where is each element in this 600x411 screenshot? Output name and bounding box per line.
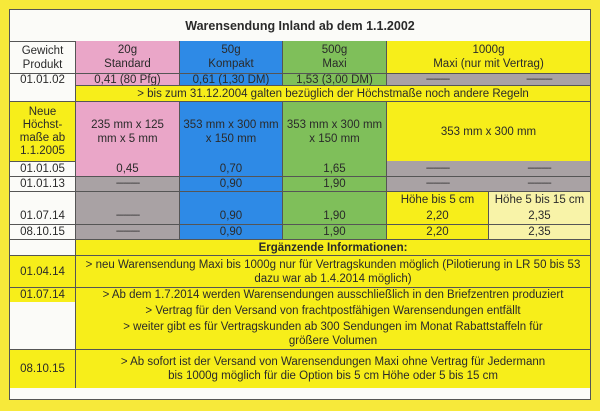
note-spacer bbox=[10, 85, 75, 101]
header-standard bbox=[75, 41, 179, 73]
row-date: 01.07.14 bbox=[10, 191, 75, 224]
row-date: 01.01.02 bbox=[10, 73, 75, 85]
info-date: 01.04.14 bbox=[10, 255, 75, 287]
price-maxi1000-a: ---------- bbox=[386, 73, 488, 85]
header-maxi-name: Maxi bbox=[322, 58, 347, 70]
header-maxi-weight: 500g bbox=[321, 44, 348, 56]
info-date: 01.07.14 bbox=[10, 287, 75, 302]
row-date: 01.01.05 bbox=[10, 161, 75, 176]
info-text: > weiter gibt es für Vertragskunden ab 300 Sendungen im Monat Rabattstaffeln für größere Volumen bbox=[75, 319, 590, 349]
price-maxi: 1,90 bbox=[282, 224, 386, 239]
header-maxi bbox=[282, 41, 386, 73]
price-standard: 0,41 (80 Pfg) bbox=[75, 73, 179, 85]
header-kompakt-weight: 50g bbox=[221, 44, 241, 56]
dims-maxi1000: 353 mm x 300 mm bbox=[386, 101, 590, 161]
dims-maxi: 353 mm x 300 mm x 150 mm bbox=[282, 101, 386, 161]
subheader-height-5-to-15cm: Höhe 5 bis 15 cm bbox=[488, 191, 590, 207]
price-standard: ---------- bbox=[75, 191, 179, 224]
price-maxi: 1,53 (3,00 DM) bbox=[282, 73, 386, 85]
header-standard-name: Standard bbox=[104, 58, 151, 70]
price-maxi: 1,65 bbox=[282, 161, 386, 176]
subheader-height-up-to-5cm: Höhe bis 5 cm bbox=[386, 191, 488, 207]
price-maxi: 1,90 bbox=[282, 191, 386, 224]
info-text: > Vertrag für den Versand von frachtpostfähigen Warensendungen entfällt bbox=[75, 302, 590, 319]
info-date-empty bbox=[10, 302, 75, 349]
header-kompakt-name: Kompakt bbox=[208, 58, 254, 70]
dims-standard: 235 mm x 125 mm x 5 mm bbox=[75, 101, 179, 161]
price-kompakt: 0,90 bbox=[179, 191, 282, 224]
dims-label-line: Höchst- bbox=[22, 118, 63, 131]
header-weight-label: Gewicht bbox=[21, 44, 64, 57]
note-2004: > bis zum 31.12.2004 galten bezüglich der Höchstmaße noch andere Regeln bbox=[75, 85, 590, 101]
header-maxi-1000 bbox=[386, 41, 590, 73]
price-maxi1000-a: 2,20 bbox=[386, 207, 488, 224]
info-text: > Ab dem 1.7.2014 werden Warensendungen ausschließlich in den Briefzentren produziert bbox=[75, 287, 590, 302]
info-text: > Ab sofort ist der Versand von Warensendungen Maxi ohne Vertrag für Jedermann bis 1000g möglich für die Option bis 5 cm Höhe oder 5 bis 15 cm bbox=[75, 349, 590, 388]
price-kompakt: 0,61 (1,30 DM) bbox=[179, 73, 282, 85]
dims-label-line: Neue bbox=[28, 105, 57, 118]
info-date: 08.10.15 bbox=[10, 349, 75, 388]
header-row-label bbox=[10, 41, 75, 73]
row-date: 01.01.13 bbox=[10, 176, 75, 191]
price-kompakt: 0,90 bbox=[179, 224, 282, 239]
price-maxi1000-a: ---------- bbox=[386, 161, 488, 176]
price-maxi1000-b: ----------- bbox=[488, 73, 590, 85]
rate-table-sheet bbox=[9, 9, 591, 400]
price-maxi: 1,90 bbox=[282, 176, 386, 191]
price-kompakt: 0,90 bbox=[179, 176, 282, 191]
price-kompakt: 0,70 bbox=[179, 161, 282, 176]
price-standard: ---------- bbox=[75, 176, 179, 191]
price-standard: ---------- bbox=[75, 224, 179, 239]
new-max-dims-label bbox=[10, 101, 75, 161]
info-text: > neu Warensendung Maxi bis 1000g nur für Vertragskunden möglich (Pilotierung in LR 50 bis 53 dazu war ab 1.4.2014 möglich) bbox=[75, 255, 590, 287]
dims-label-line: maße ab bbox=[19, 131, 66, 144]
price-maxi1000-b: 2,35 bbox=[488, 224, 590, 239]
header-maxi1000-name: Maxi (nur mit Vertrag) bbox=[433, 58, 544, 70]
dims-kompakt: 353 mm x 300 mm x 150 mm bbox=[179, 101, 282, 161]
header-product-label: Produkt bbox=[22, 58, 63, 71]
price-standard: 0,45 bbox=[75, 161, 179, 176]
info-heading: Ergänzende Informationen: bbox=[75, 239, 590, 255]
info-heading-spacer bbox=[10, 239, 75, 255]
price-maxi1000-b: 2,35 bbox=[488, 207, 590, 224]
price-maxi1000-b: ---------- bbox=[488, 176, 590, 191]
header-maxi1000-weight: 1000g bbox=[472, 44, 505, 56]
dims-label-line: 1.1.2005 bbox=[20, 144, 65, 157]
price-maxi1000-a: 2,20 bbox=[386, 224, 488, 239]
price-maxi1000-b: ---------- bbox=[488, 161, 590, 176]
row-date: 08.10.15 bbox=[10, 224, 75, 239]
table-title: Warensendung Inland ab dem 1.1.2002 bbox=[10, 10, 590, 41]
price-maxi1000-a: ---------- bbox=[386, 176, 488, 191]
header-standard-weight: 20g bbox=[117, 44, 138, 56]
header-kompakt bbox=[179, 41, 282, 73]
